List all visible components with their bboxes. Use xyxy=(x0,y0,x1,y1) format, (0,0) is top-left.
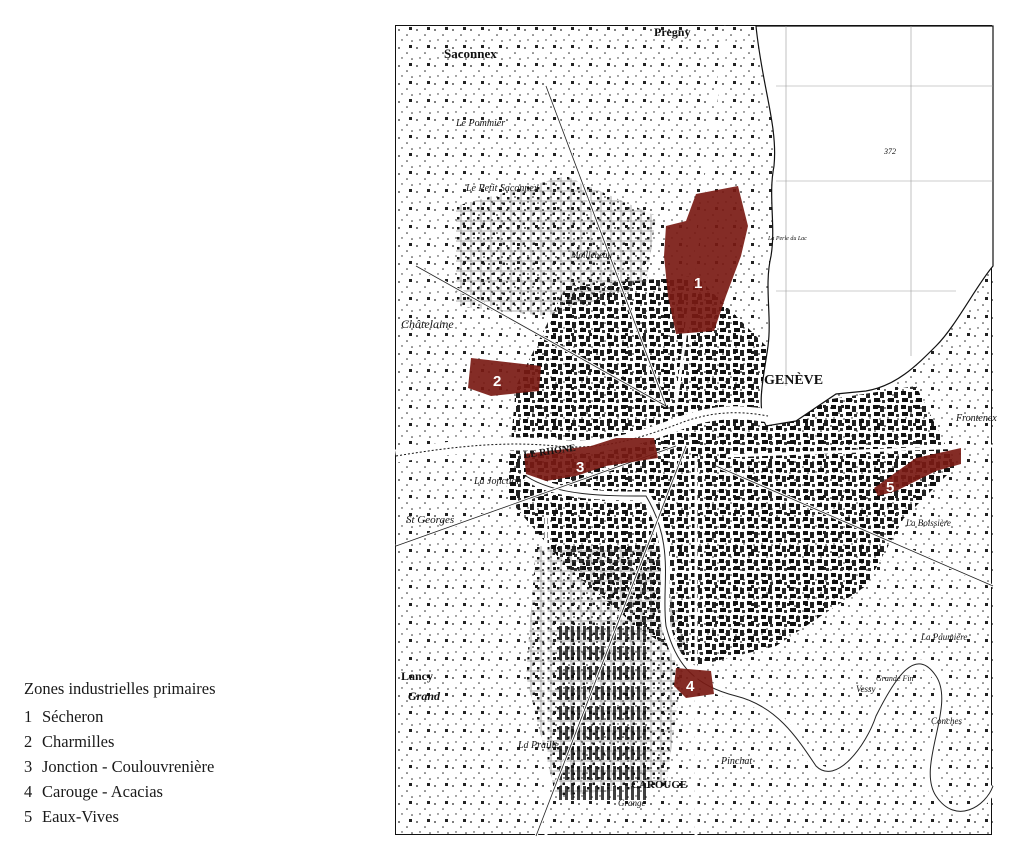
place-label: Grand xyxy=(408,689,441,703)
place-label: La Boissière xyxy=(906,518,951,528)
place-label: Pinchat xyxy=(721,756,753,767)
legend-title: Zones industrielles primaires xyxy=(24,679,216,698)
legend-number: 1 xyxy=(24,707,33,726)
place-label: Conches xyxy=(931,716,962,726)
place-label: Saconnex xyxy=(444,46,497,61)
place-label: Frontenex xyxy=(956,413,997,424)
legend-label: Charmilles xyxy=(42,732,115,751)
legend-item-5 xyxy=(24,804,216,829)
legend-label: Carouge - Acacias xyxy=(42,782,163,801)
legend-item-2 xyxy=(24,729,216,754)
place-label: LE RHONE xyxy=(522,442,577,461)
map-canvas xyxy=(396,25,997,836)
place-label: Grande Fin xyxy=(876,674,914,683)
place-label: La Jonction xyxy=(474,476,522,487)
place-label: La Praille xyxy=(518,740,559,751)
geneva-map xyxy=(395,25,997,835)
place-label: Pregny xyxy=(654,25,691,39)
legend-label: Sécheron xyxy=(42,707,104,726)
zone-number: 3 xyxy=(576,459,585,476)
place-label: Le Petit Saconnex xyxy=(466,183,539,194)
place-label: La Paumière xyxy=(921,632,968,642)
place-label: La Perle du Lac xyxy=(768,236,807,242)
legend-item-3 xyxy=(24,754,216,779)
legend-label: Jonction - Coulouvrenière xyxy=(42,757,215,776)
place-label: GENÈVE xyxy=(764,373,824,388)
legend-item-4 xyxy=(24,779,216,804)
zone-number: 5 xyxy=(886,479,895,496)
place-label: Grange xyxy=(618,798,646,808)
place-label: Châtelaine xyxy=(401,317,454,331)
place-label: Moillebeau xyxy=(571,250,612,260)
zone-number: 4 xyxy=(686,678,695,695)
zone-number: 1 xyxy=(694,275,703,292)
legend-number: 5 xyxy=(24,807,33,826)
place-label: Vessy xyxy=(856,684,876,694)
place-label: St Georges xyxy=(406,514,455,526)
legend-label: Eaux-Vives xyxy=(42,807,119,826)
legend-number: 4 xyxy=(24,782,33,801)
place-label: CAROUGE xyxy=(631,779,688,791)
place-label: Lancy xyxy=(401,669,434,683)
map-legend xyxy=(24,678,216,829)
zone-number: 2 xyxy=(493,373,502,390)
legend-item-1 xyxy=(24,704,216,729)
place-label: Le Pommier xyxy=(456,118,506,129)
legend-number: 3 xyxy=(24,757,33,776)
legend-number: 2 xyxy=(24,732,33,751)
place-label: 372 xyxy=(884,147,896,156)
